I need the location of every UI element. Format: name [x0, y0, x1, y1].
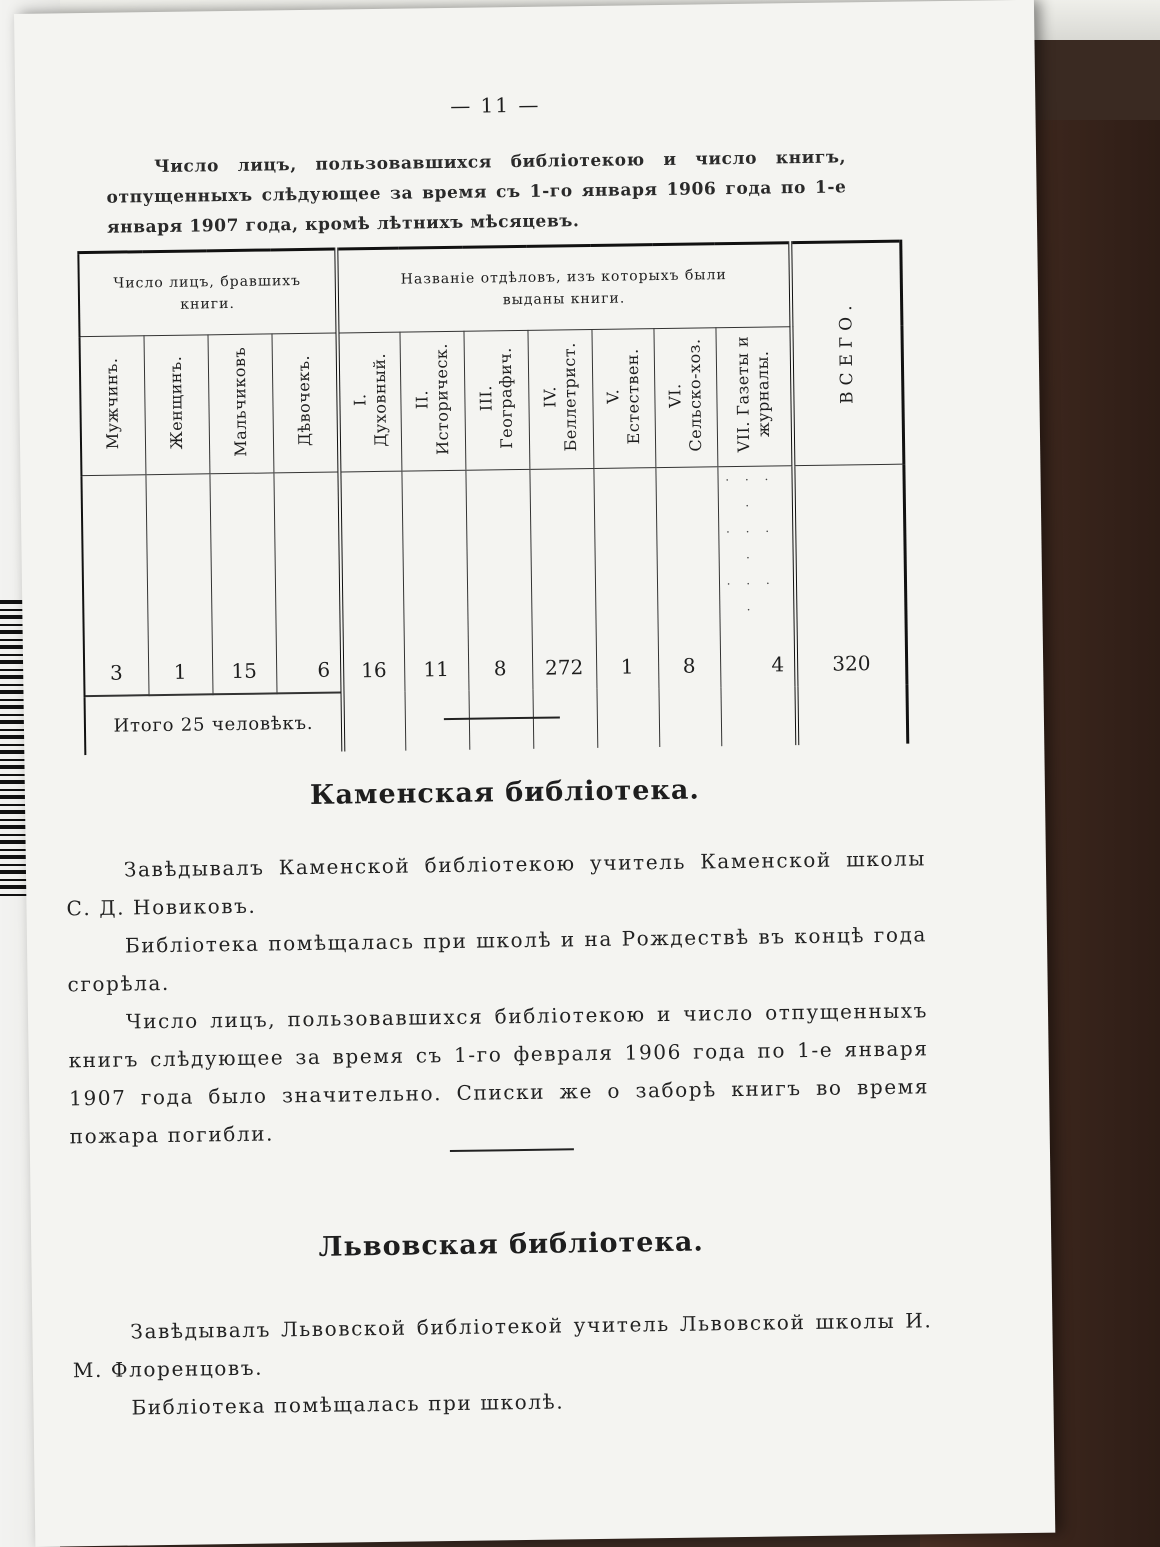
intro-paragraph: Число лицъ, пользовавшихся библіотекою и число книгъ, отпущенныхъ слѣдующее за время съ 1-го января 1906 года по 1-е января 1907 года, кромѣ лѣтнихъ мѣсяцевъ.	[106, 147, 847, 238]
lvovskaya-text	[72, 1301, 934, 1427]
total-column-header: ВСЕГО.	[790, 241, 903, 466]
people-total-row	[85, 685, 908, 755]
kamenskaya-text	[66, 839, 930, 1155]
col-header-women: Женщинъ.	[144, 335, 210, 475]
value-men: 3	[81, 475, 148, 696]
col-header-geographic: III. Географич.	[463, 330, 529, 470]
readers-group-header: Число лицъ, бравшихъ книги.	[78, 249, 337, 337]
kamenskaya-paragraph: Библіотека помѣщалась при школѣ и на Рождествѣ въ концѣ года сгорѣла.	[67, 922, 928, 997]
col-header-natural: V. Естествен.	[591, 329, 655, 469]
dot-leaders: · · · · · · · · · · · ·	[725, 472, 776, 617]
col-header-fiction: IV. Беллетрист.	[527, 329, 593, 469]
value-fiction: 272	[529, 468, 596, 689]
col-header-boys: Мальчиковъ	[207, 334, 273, 474]
value-geographic: 8	[465, 469, 532, 690]
col-header-men: Мужчинъ.	[80, 336, 146, 476]
col-header-newspapers: VII. Газеты и журналы.	[715, 327, 793, 467]
sections-group-header: Названіе отдѣловъ, изъ которыхъ были выданы книги.	[336, 243, 791, 333]
value-agricultural: 8	[655, 467, 720, 688]
value-boys: 15	[209, 473, 276, 694]
lvovskaya-paragraph: Завѣдывалъ Львовской библіотекой учитель Львовской школы И. М. Флоренцовъ.	[72, 1308, 933, 1383]
col-header-girls: Дѣвочекъ.	[271, 333, 339, 473]
lvovskaya-paragraph: Библіотека помѣщалась при школѣ.	[131, 1389, 565, 1420]
value-newspapers: · · · · · · · · · · · · 4	[717, 466, 796, 688]
page-number: — 11 —	[450, 92, 541, 118]
value-natural: 1	[593, 468, 658, 689]
value-women: 1	[145, 474, 212, 695]
value-spiritual: 16	[339, 471, 404, 692]
value-historical: 11	[401, 470, 468, 691]
values-row	[81, 464, 906, 696]
col-header-historical: II. Историческ.	[399, 331, 465, 471]
value-girls: 6	[273, 472, 342, 693]
divider-rule	[450, 1148, 574, 1152]
kamenskaya-paragraph: Число лицъ, пользовавшихся библіотекою и число отпущенныхъ книгъ слѣдующее за время съ 1-го февраля 1906 года по 1-е января 1907 года было значительно. Списки же о заборѣ книгъ во время пожара погибли.	[68, 998, 930, 1149]
value-total: 320	[793, 464, 906, 686]
book-page	[14, 0, 1055, 1547]
col-header-agricultural: VI. Сельско-хоз.	[653, 328, 717, 468]
kamenskaya-paragraph: Завѣдывалъ Каменской библіотекою учитель Каменской школы С. Д. Новиковъ.	[66, 846, 927, 921]
library-stats-table	[77, 240, 908, 755]
lvovskaya-title: Львовская библіотека.	[318, 1226, 705, 1263]
col-header-spiritual: I. Духовный.	[337, 332, 401, 472]
people-total: Итого 25 человѣкъ.	[85, 692, 344, 755]
kamenskaya-title: Каменская библіотека.	[309, 774, 701, 811]
